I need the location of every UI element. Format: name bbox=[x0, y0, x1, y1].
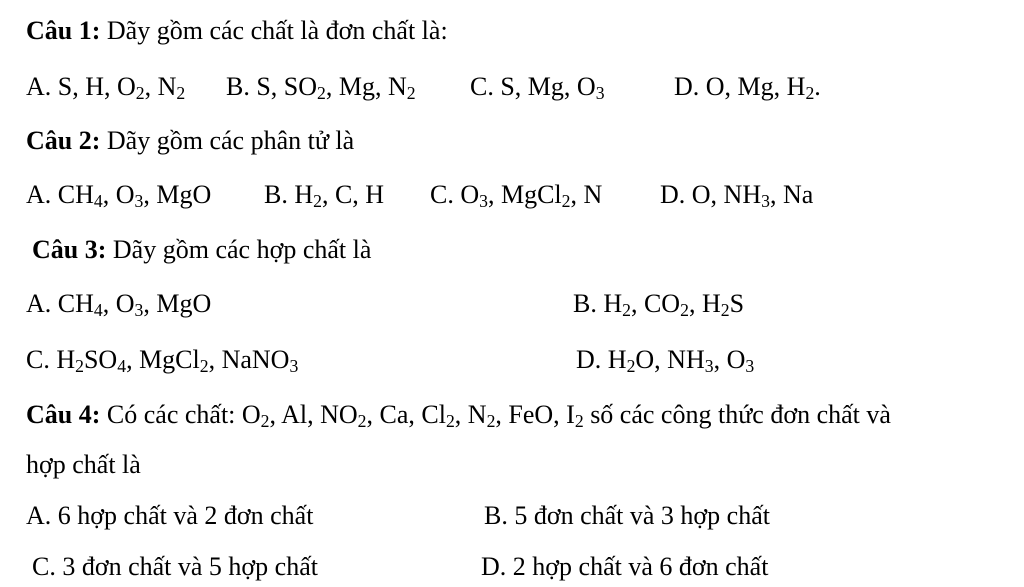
option-text: , O bbox=[102, 289, 135, 318]
question-4-subscript: 2 bbox=[574, 410, 584, 431]
q1-option-c[interactable] bbox=[470, 72, 605, 103]
question-4-label: Câu 4: bbox=[26, 400, 101, 429]
option-subscript: 2 bbox=[626, 355, 636, 376]
option-text: , NaNO bbox=[208, 345, 290, 374]
question-2-stem bbox=[26, 128, 354, 154]
question-1-label: Câu 1: bbox=[26, 16, 101, 45]
question-2-text: Dãy gồm các phân tử là bbox=[106, 126, 355, 155]
option-subscript: 2 bbox=[176, 82, 186, 103]
option-text: S, Mg, O bbox=[500, 72, 596, 101]
option-subscript: 2 bbox=[135, 82, 145, 103]
q3-option-d[interactable] bbox=[576, 345, 755, 376]
option-text: CH bbox=[57, 180, 94, 209]
option-text: S, H, O bbox=[57, 72, 136, 101]
question-3-label: Câu 3: bbox=[32, 235, 107, 264]
q1-option-a[interactable] bbox=[26, 72, 186, 103]
option-text: H bbox=[607, 345, 627, 374]
option-letter: C. bbox=[470, 72, 501, 101]
option-letter: D. bbox=[481, 552, 513, 581]
q2-option-c[interactable] bbox=[430, 180, 603, 211]
question-4-subscript: 2 bbox=[445, 410, 455, 431]
option-text: S, SO bbox=[256, 72, 318, 101]
option-subscript: 2 bbox=[317, 82, 326, 103]
question-3-stem bbox=[32, 237, 371, 263]
question-4-stem bbox=[26, 400, 891, 431]
option-subscript: 3 bbox=[289, 355, 299, 376]
question-1-text: Dãy gồm các chất là đơn chất là: bbox=[100, 16, 448, 45]
option-subscript: 2 bbox=[805, 82, 815, 103]
question-4-subscript: 2 bbox=[357, 410, 367, 431]
option-text: , Na bbox=[769, 180, 814, 209]
option-letter: B. bbox=[264, 180, 295, 209]
question-1-stem bbox=[26, 18, 448, 44]
q2-option-d[interactable] bbox=[660, 180, 814, 211]
question-4-stem-line2 bbox=[26, 452, 141, 478]
option-text: H bbox=[294, 180, 314, 209]
option-subscript: 2 bbox=[199, 355, 209, 376]
option-letter: B. bbox=[226, 72, 257, 101]
question-4-text: , Al, NO bbox=[269, 400, 358, 429]
question-4-text: Có các chất: O bbox=[100, 400, 261, 429]
option-text: , MgO bbox=[143, 289, 212, 318]
option-text: O, NH bbox=[635, 345, 705, 374]
option-subscript: 3 bbox=[745, 355, 755, 376]
q3-option-c[interactable] bbox=[26, 345, 299, 376]
question-4-subscript: 2 bbox=[486, 410, 496, 431]
option-text: CH bbox=[57, 289, 94, 318]
option-letter: C. bbox=[430, 180, 461, 209]
option-text: , Mg, N bbox=[325, 72, 407, 101]
question-4-subscript: 2 bbox=[260, 410, 270, 431]
q4-option-b[interactable] bbox=[484, 503, 770, 529]
q1-option-d[interactable] bbox=[674, 72, 821, 103]
option-subscript: 4 bbox=[93, 299, 103, 320]
option-letter: C. bbox=[32, 552, 63, 581]
option-text: , MgCl bbox=[126, 345, 200, 374]
option-text: SO bbox=[83, 345, 118, 374]
option-letter: D. bbox=[576, 345, 608, 374]
option-text: S bbox=[729, 289, 745, 318]
q4-option-a[interactable] bbox=[26, 503, 313, 529]
option-text: , O bbox=[102, 180, 135, 209]
option-letter: A. bbox=[26, 501, 58, 530]
option-subscript: 3 bbox=[704, 355, 714, 376]
option-subscript: 3 bbox=[134, 299, 144, 320]
option-text: , MgO bbox=[143, 180, 212, 209]
option-subscript: 2 bbox=[75, 355, 84, 376]
option-text: O bbox=[460, 180, 480, 209]
q3-option-a[interactable] bbox=[26, 289, 212, 320]
option-subscript: 2 bbox=[720, 299, 730, 320]
option-text: , N bbox=[570, 180, 603, 209]
option-subscript: 3 bbox=[595, 82, 605, 103]
option-text: 5 đơn chất và 3 hợp chất bbox=[514, 501, 770, 530]
option-letter: B. bbox=[484, 501, 515, 530]
option-text: , CO bbox=[630, 289, 681, 318]
question-4-text: số các công thức đơn chất và bbox=[583, 400, 891, 429]
option-text: O, Mg, H bbox=[705, 72, 806, 101]
question-4-text bbox=[100, 400, 891, 429]
option-text: 2 hợp chất và 6 đơn chất bbox=[512, 552, 769, 581]
option-text: O, NH bbox=[691, 180, 762, 209]
option-text: , O bbox=[713, 345, 746, 374]
question-4-text: , Ca, Cl bbox=[366, 400, 446, 429]
option-text: , H bbox=[688, 289, 721, 318]
option-text: , N bbox=[144, 72, 177, 101]
q1-option-b[interactable] bbox=[226, 72, 416, 103]
option-letter: B. bbox=[573, 289, 604, 318]
option-text: , MgCl bbox=[487, 180, 562, 209]
option-letter: D. bbox=[674, 72, 706, 101]
option-text: 6 hợp chất và 2 đơn chất bbox=[57, 501, 314, 530]
option-text: H bbox=[603, 289, 623, 318]
option-letter: A. bbox=[26, 180, 58, 209]
option-text: . bbox=[814, 72, 821, 101]
option-letter: C. bbox=[26, 345, 57, 374]
question-2-label: Câu 2: bbox=[26, 126, 101, 155]
q3-option-b[interactable] bbox=[573, 289, 745, 320]
option-letter: A. bbox=[26, 72, 58, 101]
question-4-text: , FeO, I bbox=[495, 400, 575, 429]
option-subscript: 2 bbox=[561, 190, 571, 211]
question-3-text: Dãy gồm các hợp chất là bbox=[112, 235, 372, 264]
option-letter: D. bbox=[660, 180, 692, 209]
option-subscript: 2 bbox=[680, 299, 689, 320]
q4-option-c[interactable] bbox=[32, 554, 318, 580]
q2-option-b[interactable] bbox=[264, 180, 385, 211]
option-letter: A. bbox=[26, 289, 58, 318]
option-subscript: 3 bbox=[134, 190, 144, 211]
option-text: , C, H bbox=[321, 180, 385, 209]
option-subscript: 2 bbox=[313, 190, 322, 211]
option-subscript: 3 bbox=[761, 190, 770, 211]
option-subscript: 2 bbox=[622, 299, 631, 320]
option-text: H bbox=[56, 345, 76, 374]
option-text: 3 đơn chất và 5 hợp chất bbox=[62, 552, 318, 581]
q4-option-d[interactable] bbox=[481, 554, 768, 580]
option-subscript: 4 bbox=[93, 190, 103, 211]
question-4-text: , N bbox=[454, 400, 487, 429]
option-subscript: 2 bbox=[406, 82, 416, 103]
q2-option-a[interactable] bbox=[26, 180, 212, 211]
option-subscript: 3 bbox=[479, 190, 488, 211]
question-4-text-line2: hợp chất là bbox=[26, 450, 141, 479]
option-subscript: 4 bbox=[117, 355, 127, 376]
